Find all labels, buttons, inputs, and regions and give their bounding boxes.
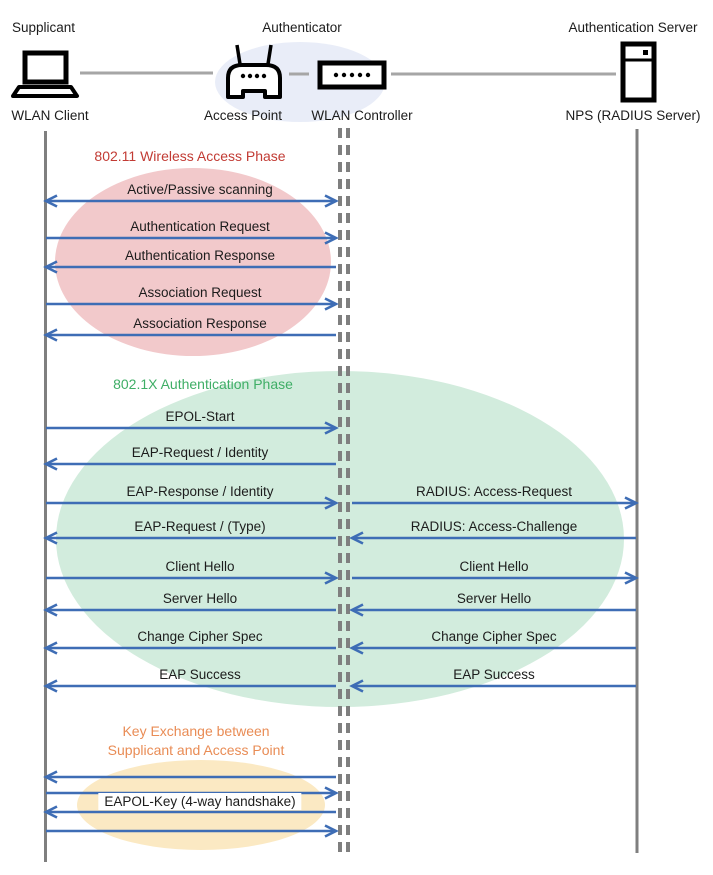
message-label: Client Hello [165,559,235,574]
phase-title-8021x: 802.1X Authentication Phase [113,376,293,392]
message-label: Server Hello [456,591,532,606]
device-label-access-point: Access Point [203,108,283,123]
device-label-wlan-client: WLAN Client [11,108,89,123]
message-label: EAP Success [453,667,535,682]
phase-title-key-exchange-line2: Supplicant and Access Point [107,742,285,758]
server-icon [623,44,654,100]
device-label-wlan-controller: WLAN Controller [311,108,413,123]
device-label-nps: NPS (RADIUS Server) [565,108,701,123]
message-label: RADIUS: Access-Request [415,484,573,499]
message-label: EAP-Request / Identity [131,445,269,460]
actor-role-authentication-server: Authentication Server [568,20,698,35]
phase-title-key-exchange [108,722,285,760]
message-label: Change Cipher Spec [431,629,557,644]
message-label: EAP Success [159,667,241,682]
wlan-controller-icon [320,63,384,87]
message-label: EPOL-Start [165,409,235,424]
message-label: Association Request [138,285,262,300]
message-label: Association Response [133,316,267,331]
message-label: Change Cipher Spec [137,629,263,644]
message-label: Active/Passive scanning [127,182,273,197]
message-label: Server Hello [162,591,238,606]
message-label: EAP-Request / (Type) [134,519,266,534]
message-label: Client Hello [459,559,529,574]
actor-role-supplicant: Supplicant [12,20,76,35]
actor-role-authenticator: Authenticator [262,20,342,35]
message-label: RADIUS: Access-Challenge [410,519,578,534]
message-label: EAP-Response / Identity [126,484,274,499]
phase-title-80211: 802.11 Wireless Access Phase [94,148,286,164]
message-label: EAPOL-Key (4-way handshake) [98,793,301,810]
phase-title-key-exchange-line1: Key Exchange between [122,723,270,739]
message-label: Authentication Request [130,219,270,234]
laptop-icon [13,53,77,96]
message-label: Authentication Response [124,248,276,263]
